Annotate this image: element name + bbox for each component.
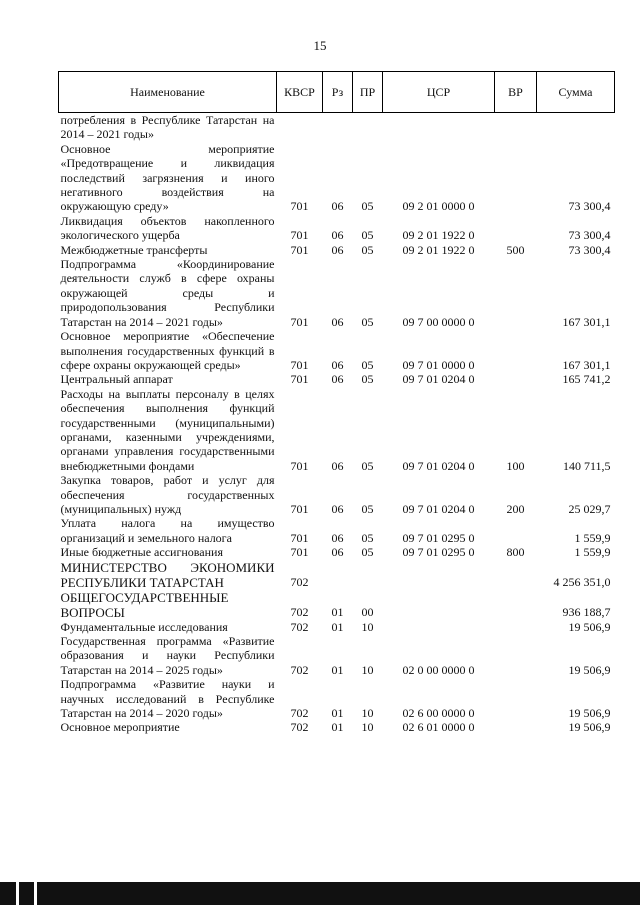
cell-name: Фундаментальные исследования xyxy=(60,619,228,634)
cell-name: ОБЩЕГОСУДАРСТВЕННЫЕ ВОПРОСЫ xyxy=(60,589,229,620)
cell-rz: 06 xyxy=(331,242,344,257)
cell-rz: 06 xyxy=(331,545,344,560)
cell-sum: 25 029,7 xyxy=(568,501,611,516)
cell-pr xyxy=(353,113,383,142)
table-row xyxy=(59,634,615,677)
table-row xyxy=(59,590,615,620)
scan-gap xyxy=(34,882,37,905)
cell-vr xyxy=(495,560,537,590)
cell-rz: 06 xyxy=(331,501,344,516)
table-row xyxy=(59,214,615,243)
cell-pr: 05 xyxy=(361,501,374,516)
cell-csr: 02 6 01 0000 0 xyxy=(402,720,475,735)
cell-rz: 06 xyxy=(331,458,344,473)
cell-csr: 09 2 01 0000 0 xyxy=(402,199,475,214)
table-row xyxy=(59,142,615,214)
cell-sum xyxy=(537,113,615,142)
cell-sum: 1 559,9 xyxy=(574,545,611,560)
header-kvsr: КВСР xyxy=(277,72,323,113)
cell-vr: 800 xyxy=(506,545,525,560)
cell-vr xyxy=(495,516,537,545)
table-row xyxy=(59,473,615,516)
cell-sum: 19 506,9 xyxy=(568,619,611,634)
cell-csr: 09 2 01 1922 0 xyxy=(402,242,475,257)
cell-rz: 06 xyxy=(331,228,344,243)
cell-vr xyxy=(495,214,537,243)
cell-csr xyxy=(383,590,495,620)
cell-rz: 01 xyxy=(331,619,344,634)
cell-kvsr: 701 xyxy=(290,314,309,329)
cell-rz: 01 xyxy=(331,605,344,620)
cell-pr: 05 xyxy=(361,314,374,329)
cell-name: Иные бюджетные ассигнования xyxy=(60,545,223,560)
cell-kvsr: 702 xyxy=(290,662,309,677)
scan-gap xyxy=(16,882,19,905)
table-body xyxy=(59,113,615,735)
cell-pr: 05 xyxy=(361,545,374,560)
cell-pr: 05 xyxy=(361,199,374,214)
cell-pr: 10 xyxy=(361,720,374,735)
cell-rz: 01 xyxy=(331,720,344,735)
cell-sum: 73 300,4 xyxy=(568,228,611,243)
cell-vr: 100 xyxy=(506,458,525,473)
cell-kvsr: 702 xyxy=(290,720,309,735)
cell-sum: 936 188,7 xyxy=(562,605,611,620)
cell-kvsr: 702 xyxy=(290,619,309,634)
cell-kvsr: 701 xyxy=(290,530,309,545)
cell-rz: 06 xyxy=(331,372,344,387)
cell-name: потребления в Республике Татарстан на 2014 – 2021 годы» xyxy=(60,113,275,142)
table-row xyxy=(59,257,615,329)
cell-vr: 500 xyxy=(506,242,525,257)
cell-kvsr: 701 xyxy=(290,501,309,516)
cell-sum: 4 256 351,0 xyxy=(553,575,611,590)
cell-pr: 10 xyxy=(361,619,374,634)
table-row xyxy=(59,243,615,257)
cell-pr: 05 xyxy=(361,372,374,387)
cell-name: Государственная программа «Развитие образования и науки Республики Татарстан на 2014 – 2025 годы» xyxy=(60,634,275,677)
cell-csr: 09 7 01 0204 0 xyxy=(402,458,475,473)
cell-pr: 05 xyxy=(361,458,374,473)
cell-pr: 05 xyxy=(361,530,374,545)
cell-vr xyxy=(495,590,537,620)
cell-pr xyxy=(353,560,383,590)
table-row xyxy=(59,545,615,559)
cell-kvsr: 701 xyxy=(290,242,309,257)
table-row xyxy=(59,720,615,734)
cell-kvsr xyxy=(277,113,323,142)
cell-pr: 00 xyxy=(361,605,374,620)
table-header xyxy=(59,72,615,113)
cell-name: Основное мероприятие «Предотвращение и ликвидация последствий загрязнения и иного негативного воздействия на окружающую среду» xyxy=(60,141,275,214)
table-row xyxy=(59,372,615,386)
cell-kvsr: 701 xyxy=(290,372,309,387)
cell-pr: 05 xyxy=(361,357,374,372)
cell-sum: 19 506,9 xyxy=(568,662,611,677)
cell-rz: 06 xyxy=(331,199,344,214)
header-vr: ВР xyxy=(495,72,537,113)
cell-name: Межбюджетные трансферты xyxy=(60,242,208,257)
header-sum: Сумма xyxy=(537,72,615,113)
cell-csr: 02 0 00 0000 0 xyxy=(402,662,475,677)
budget-table xyxy=(58,71,615,735)
cell-name: Основное мероприятие xyxy=(60,720,180,735)
cell-vr xyxy=(495,620,537,634)
cell-csr: 09 7 01 0295 0 xyxy=(402,545,475,560)
cell-kvsr: 701 xyxy=(290,199,309,214)
cell-name: Подпрограмма «Развитие науки и научных исследований в Республике Татарстан на 2014 – 2020 годы» xyxy=(60,677,275,721)
cell-sum: 19 506,9 xyxy=(568,720,611,735)
cell-csr: 02 6 00 0000 0 xyxy=(402,706,475,721)
cell-kvsr: 701 xyxy=(290,228,309,243)
table-row xyxy=(59,329,615,372)
cell-sum: 165 741,2 xyxy=(562,372,611,387)
cell-sum: 73 300,4 xyxy=(568,199,611,214)
cell-rz: 01 xyxy=(331,662,344,677)
cell-vr xyxy=(495,329,537,372)
cell-vr xyxy=(495,372,537,386)
cell-csr xyxy=(383,560,495,590)
header-row xyxy=(59,72,615,113)
table-row xyxy=(59,387,615,473)
cell-name: Центральный аппарат xyxy=(60,372,173,387)
header-rz: Рз xyxy=(323,72,353,113)
header-csr: ЦСР xyxy=(383,72,495,113)
cell-csr: 09 7 00 0000 0 xyxy=(402,314,475,329)
cell-sum: 1 559,9 xyxy=(574,530,611,545)
budget-table-container xyxy=(58,71,614,735)
table-row xyxy=(59,113,615,142)
cell-vr xyxy=(495,634,537,677)
cell-csr: 09 2 01 1922 0 xyxy=(402,228,475,243)
cell-name: Закупка товаров, работ и услуг для обеспечения государственных (муниципальных) нужд xyxy=(60,473,275,516)
cell-kvsr: 701 xyxy=(290,357,309,372)
cell-csr: 09 7 01 0000 0 xyxy=(402,357,475,372)
cell-kvsr: 701 xyxy=(290,545,309,560)
cell-name: Уплата налога на имущество организаций и земельного налога xyxy=(60,516,275,545)
cell-csr: 09 7 01 0204 0 xyxy=(402,501,475,516)
header-pr: ПР xyxy=(353,72,383,113)
cell-name: МИНИСТЕРСТВО ЭКОНОМИКИ РЕСПУБЛИКИ ТАТАРСТАН xyxy=(60,559,275,590)
cell-csr xyxy=(383,620,495,634)
cell-rz: 06 xyxy=(331,357,344,372)
table-row xyxy=(59,516,615,545)
cell-vr xyxy=(495,257,537,329)
cell-vr: 200 xyxy=(506,501,525,516)
cell-name: Расходы на выплаты персоналу в целях обеспечения выполнения функций государственными (муниципальными) органами, казенными учреждениями, органами управления государственными внебюджетными фондами xyxy=(60,386,275,473)
cell-vr xyxy=(495,142,537,214)
cell-pr: 10 xyxy=(361,706,374,721)
cell-sum: 140 711,5 xyxy=(562,458,611,473)
cell-kvsr: 702 xyxy=(290,706,309,721)
cell-rz: 06 xyxy=(331,530,344,545)
header-name: Наименование xyxy=(59,72,277,113)
cell-vr xyxy=(495,677,537,720)
scan-bottom-border xyxy=(0,882,640,905)
cell-name: Ликвидация объектов накопленного экологического ущерба xyxy=(60,213,275,243)
cell-pr: 05 xyxy=(361,242,374,257)
cell-name: Подпрограмма «Координирование деятельности служб в сфере охраны окружающей среды и природопользования Республики Татарстан на 2014 – 2021 годы» xyxy=(60,257,275,329)
cell-rz: 01 xyxy=(331,706,344,721)
cell-pr: 05 xyxy=(361,228,374,243)
cell-vr xyxy=(495,113,537,142)
cell-sum: 167 301,1 xyxy=(562,314,611,329)
cell-rz xyxy=(323,560,353,590)
cell-kvsr: 702 xyxy=(290,605,309,620)
cell-csr: 09 7 01 0295 0 xyxy=(402,530,475,545)
cell-csr xyxy=(383,113,495,142)
cell-sum: 73 300,4 xyxy=(568,242,611,257)
cell-pr: 10 xyxy=(361,662,374,677)
cell-name: Основное мероприятие «Обеспечение выполнения государственных функций в сфере охраны окружающей среды» xyxy=(60,329,275,372)
cell-vr xyxy=(495,720,537,734)
cell-sum: 19 506,9 xyxy=(568,706,611,721)
cell-kvsr: 702 xyxy=(290,575,309,590)
cell-sum: 167 301,1 xyxy=(562,357,611,372)
table-row xyxy=(59,560,615,590)
cell-csr: 09 7 01 0204 0 xyxy=(402,372,475,387)
cell-rz: 06 xyxy=(331,314,344,329)
page-number: 15 xyxy=(313,38,327,53)
table-row xyxy=(59,620,615,634)
cell-rz xyxy=(323,113,353,142)
table-row xyxy=(59,677,615,720)
cell-kvsr: 701 xyxy=(290,458,309,473)
